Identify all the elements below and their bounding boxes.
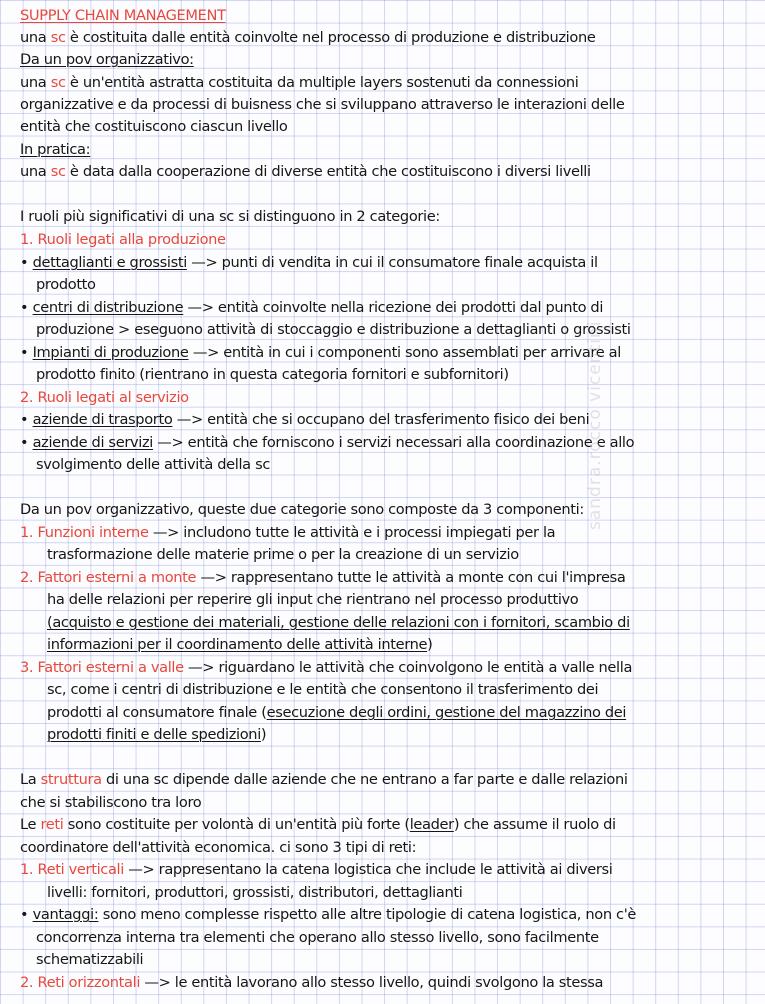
text-line <box>20 206 440 228</box>
text-line <box>36 319 631 341</box>
highlight-term: Reti verticali <box>37 861 124 878</box>
highlight-term: Ruoli legati al servizio <box>37 389 189 406</box>
text-line <box>20 27 595 49</box>
underlined-text: informazioni per il coordinamento delle attività interne <box>47 636 428 653</box>
text-line <box>20 972 603 994</box>
underlined-text: Impianti di produzione <box>32 344 189 361</box>
underlined-text: esecuzione degli ordini, gestione del magazzino dei <box>266 704 627 721</box>
text-run: è un'entità astratta costituita da multiple layers sostenuti da connessioni <box>65 74 579 91</box>
text-run: Le <box>20 816 41 833</box>
page-title <box>20 5 226 27</box>
underlined-text: Da un pov organizzativo: <box>20 51 194 68</box>
text-run: che si stabiliscono tra loro <box>20 794 202 811</box>
text-run: • <box>20 254 33 271</box>
text-run: La <box>20 771 41 788</box>
text-line <box>20 409 589 431</box>
text-line <box>20 859 612 881</box>
text-line <box>47 544 519 566</box>
text-run: di una sc dipende dalle aziende che ne entrano a far parte e dalle relazioni <box>101 771 628 788</box>
text-line <box>47 634 432 656</box>
text-line <box>47 702 626 724</box>
underlined-text: (acquisto e gestione dei materiali, gestione delle relazioni con i fornitori, scambio di <box>47 614 630 631</box>
text-run: • <box>20 344 33 361</box>
text-line <box>47 882 462 904</box>
text-line <box>20 567 625 589</box>
text-line <box>20 432 634 454</box>
watermark: sandra.rocco vicentini <box>585 320 605 530</box>
text-run: sono meno complesse rispetto alle altre tipologie di catena logistica, non c'è <box>98 906 636 923</box>
text-run: —> riguardano le attività che coinvolgono le entità a valle nella <box>183 659 633 676</box>
text-run: —> entità che si occupano del trasferimento fisico dei beni <box>172 411 590 428</box>
text-line <box>36 927 599 949</box>
text-line <box>36 364 509 386</box>
highlight-term: 2. <box>20 974 38 991</box>
text-run: ) <box>260 726 267 743</box>
text-line <box>20 229 226 251</box>
underlined-text: centri di distribuzione <box>32 299 184 316</box>
text-run: una <box>20 29 51 46</box>
text-run: prodotti al consumatore finale ( <box>47 704 267 721</box>
text-run: ) che assume il ruolo di <box>453 816 616 833</box>
text-run: coordinatore dell'attività economica. ci sono 3 tipi di reti: <box>20 839 417 856</box>
highlight-term: 1. <box>20 231 38 248</box>
text-run: —> includono tutte le attività e i processi impiegati per la <box>148 524 556 541</box>
text-line <box>20 769 628 791</box>
text-line <box>36 454 270 476</box>
highlight-term: sc <box>50 74 66 91</box>
underlined-text: prodotti finiti e delle spedizioni <box>47 726 261 743</box>
text-line <box>47 679 598 701</box>
underlined-text: aziende di trasporto <box>32 411 173 428</box>
highlight-term: sc <box>50 163 66 180</box>
highlight-term: sc <box>50 29 66 46</box>
highlight-term: reti <box>40 816 64 833</box>
text-line <box>20 252 598 274</box>
text-run: I ruoli più significativi di una sc si distinguono in 2 categorie: <box>20 208 440 225</box>
text-run: ha delle relazioni per reperire gli input che rientrano nel processo produttivo <box>47 591 579 608</box>
highlight-term: 3. <box>20 659 38 676</box>
highlight-term: Fattori esterni a monte <box>37 569 197 586</box>
highlight-term: Ruoli legati alla produzione <box>37 231 226 248</box>
text-line <box>20 814 616 836</box>
text-run: • <box>20 411 33 428</box>
text-line <box>20 499 584 521</box>
text-run: organizzative e da processi di buisness che si sviluppano attraverso le interazioni delle <box>20 96 625 113</box>
highlight-term: SUPPLY CHAIN MANAGEMENT <box>20 7 226 24</box>
text-line <box>36 949 143 971</box>
text-run: —> entità che forniscono i servizi necessari alla coordinazione e allo <box>152 434 635 451</box>
text-run: —> entità coinvolte nella ricezione dei prodotti dal punto di <box>183 299 604 316</box>
text-line <box>20 904 636 926</box>
text-run: svolgimento delle attività della sc <box>36 456 270 473</box>
text-line <box>20 72 578 94</box>
text-line <box>20 792 201 814</box>
text-run: • <box>20 434 33 451</box>
highlight-term: Reti orizzontali <box>37 974 141 991</box>
text-run: • <box>20 299 33 316</box>
text-run: una <box>20 163 51 180</box>
text-line <box>47 612 630 634</box>
text-run: —> le entità lavorano allo stesso livello, quindi svolgono la stessa <box>140 974 604 991</box>
text-run: entità che costituiscono ciascun livello <box>20 118 288 135</box>
text-line <box>20 342 621 364</box>
underlined-text: dettaglianti e grossisti <box>32 254 187 271</box>
text-run: schematizzabili <box>36 951 144 968</box>
text-line <box>36 274 96 296</box>
text-run: prodotto <box>36 276 96 293</box>
text-line <box>20 387 189 409</box>
text-line <box>20 49 194 71</box>
highlight-term: 2. <box>20 389 38 406</box>
text-line <box>20 297 603 319</box>
text-run: ) <box>427 636 433 653</box>
highlight-term: 1. <box>20 861 38 878</box>
text-run: sc, come i centri di distribuzione e le entità che consentono il trasferimento dei <box>47 681 599 698</box>
text-run: —> rappresentano la catena logistica che include le attività ai diversi <box>123 861 613 878</box>
text-line <box>20 139 90 161</box>
text-run: —> rappresentano tutte le attività a monte con cui l'impresa <box>196 569 626 586</box>
text-line <box>20 522 555 544</box>
text-run: una <box>20 74 51 91</box>
text-run: prodotto finito (rientrano in questa categoria fornitori e subfornitori) <box>36 366 509 383</box>
text-run: • <box>20 906 33 923</box>
highlight-term: 2. <box>20 569 38 586</box>
text-run: è costituita dalle entità coinvolte nel processo di produzione e distribuzione <box>65 29 596 46</box>
text-run: produzione > eseguono attività di stoccaggio e distribuzione a dettaglianti o grossisti <box>36 321 631 338</box>
text-run: è data dalla cooperazione di diverse entità che costituiscono i diversi livelli <box>65 163 591 180</box>
text-run: —> punti di vendita in cui il consumatore finale acquista il <box>186 254 598 271</box>
text-line <box>20 161 591 183</box>
text-run: Da un pov organizzativo, queste due categorie sono composte da 3 componenti: <box>20 501 584 518</box>
underlined-text: aziende di servizi <box>32 434 153 451</box>
text-run: trasformazione delle materie prime o per la creazione di un servizio <box>47 546 519 563</box>
text-line <box>20 94 625 116</box>
text-line <box>20 116 287 138</box>
text-run: concorrenza interna tra elementi che operano allo stesso livello, sono facilmente <box>36 929 599 946</box>
text-run: —> entità in cui i componenti sono assemblati per arrivare al <box>188 344 621 361</box>
underlined-text: In pratica: <box>20 141 91 158</box>
highlight-term: Funzioni interne <box>37 524 149 541</box>
text-run: livelli: fornitori, produttori, grossisti, distributori, dettaglianti <box>47 884 463 901</box>
highlight-term: Fattori esterni a valle <box>37 659 184 676</box>
underlined-text: leader <box>409 816 454 833</box>
text-line <box>20 837 416 859</box>
underlined-text: vantaggi: <box>32 906 99 923</box>
text-run: sono costituite per volontà di un'entità più forte ( <box>63 816 410 833</box>
highlight-term: struttura <box>40 771 102 788</box>
highlight-term: 1. <box>20 524 38 541</box>
text-line <box>47 724 266 746</box>
text-line <box>47 589 578 611</box>
text-line <box>20 657 632 679</box>
